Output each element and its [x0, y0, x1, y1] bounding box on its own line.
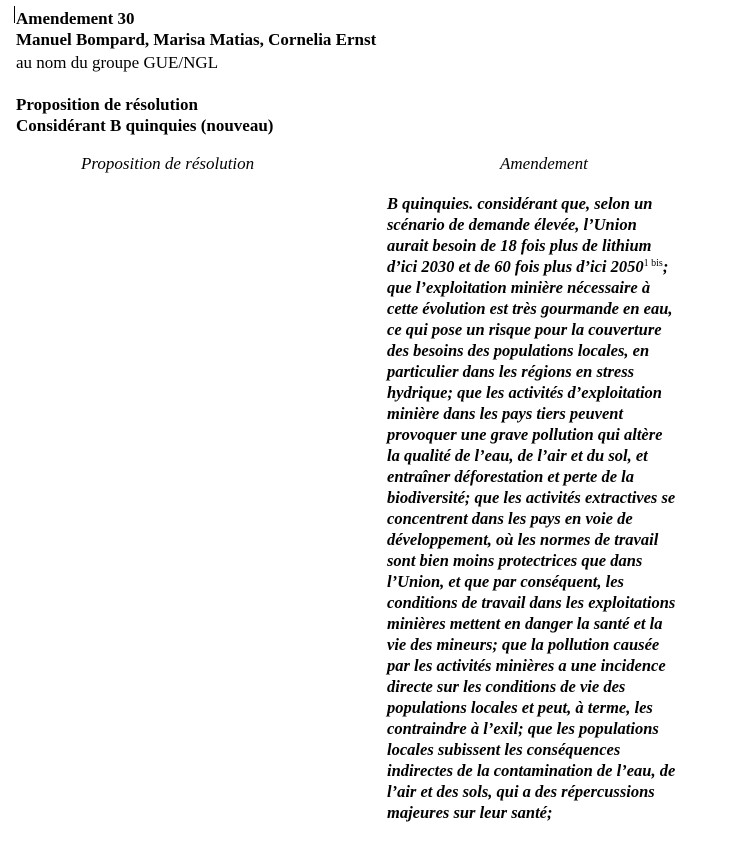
- amendment-line: indirectes de la contamination de l’eau, de: [387, 761, 676, 780]
- amendment-line: scénario de demande élevée, l’Union: [387, 215, 637, 234]
- column-heading-right: Amendement: [500, 154, 588, 173]
- amendment-line: B quinquies. considérant que, selon un: [387, 194, 653, 213]
- authors: Manuel Bompard, Marisa Matias, Cornelia Ernst: [16, 30, 377, 49]
- amendment-line: la qualité de l’eau, de l’air et du sol, et: [387, 446, 648, 465]
- amendment-line: entraîner déforestation et perte de la: [387, 467, 635, 486]
- text-cursor: [14, 6, 15, 23]
- amendment-line: particulier dans les régions en stress: [387, 362, 635, 381]
- amendment-line: que l’exploitation minière nécessaire à: [387, 278, 651, 297]
- amendment-line: minières mettent en danger la santé et la: [387, 614, 663, 633]
- amendment-line: locales subissent les conséquences: [387, 740, 621, 759]
- political-group: au nom du groupe GUE/NGL: [16, 53, 219, 72]
- column-heading-left: Proposition de résolution: [81, 154, 255, 173]
- amendment-line: majeures sur leur santé;: [387, 803, 553, 822]
- amendment-line: vie des mineurs; que la pollution causée: [387, 635, 660, 654]
- amendment-line: concentrent dans les pays en voie de: [387, 509, 633, 528]
- amendment-line: conditions de travail dans les exploitations: [387, 593, 676, 612]
- amendment-line: l’air et des sols, qui a des répercussions: [387, 782, 655, 801]
- amendment-text: [387, 193, 727, 823]
- amendment-line: minière dans les pays tiers peuvent: [387, 404, 624, 423]
- amendment-line-with-footnote: [387, 256, 727, 277]
- amendment-line: l’Union, et que par conséquent, les: [387, 572, 624, 591]
- amendment-line: cette évolution est très gourmande en eau,: [387, 299, 673, 318]
- amendment-line: provoquer une grave pollution qui altère: [387, 425, 663, 444]
- amendment-line-text: ;: [662, 257, 669, 276]
- amendment-line-text: d’ici 2030 et de 60 fois plus d’ici 2050: [387, 257, 644, 276]
- amendment-line: biodiversité; que les activités extractives se: [387, 488, 676, 507]
- amendment-line: ce qui pose un risque pour la couverture: [387, 320, 662, 339]
- amendment-line: aurait besoin de 18 fois plus de lithium: [387, 236, 652, 255]
- amendment-line: contraindre à l’exil; que les populations: [387, 719, 659, 738]
- footnote-reference: 1 bis: [643, 258, 663, 269]
- amendment-line: populations locales et peut, à terme, les: [387, 698, 653, 717]
- amendment-line: hydrique; que les activités d’exploitation: [387, 383, 662, 402]
- section-label: Proposition de résolution: [16, 95, 198, 114]
- amendment-line: directe sur les conditions de vie des: [387, 677, 626, 696]
- amendment-line: développement, où les normes de travail: [387, 530, 659, 549]
- amendment-line: des besoins des populations locales, en: [387, 341, 650, 360]
- amendment-title: Amendement 30: [16, 9, 135, 28]
- amendment-line: sont bien moins protectrices que dans: [387, 551, 643, 570]
- amendment-line: par les activités minières a une incidence: [387, 656, 666, 675]
- section-subtitle: Considérant B quinquies (nouveau): [16, 116, 274, 135]
